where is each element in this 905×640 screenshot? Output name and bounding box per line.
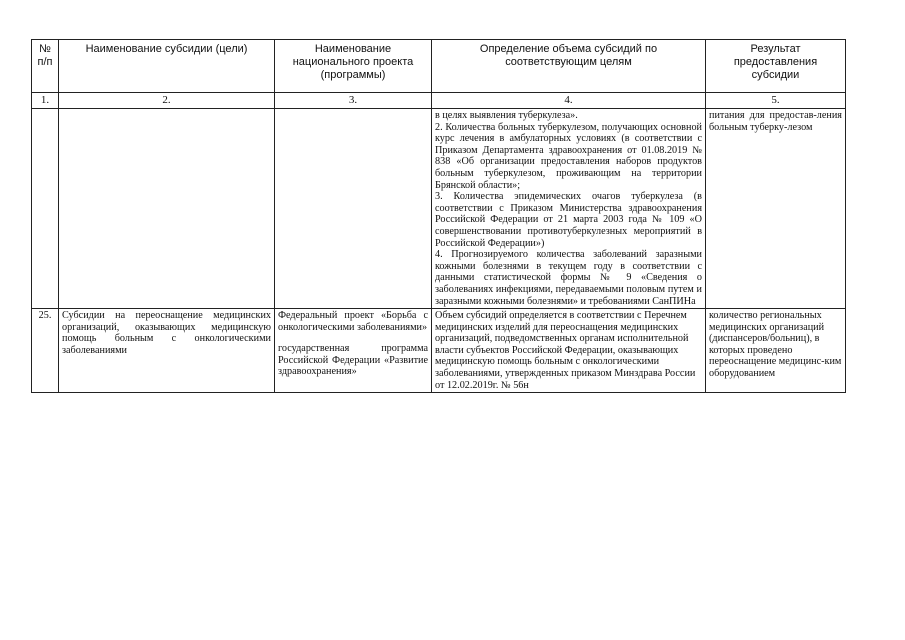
cell-volume-definition: Объем субсидий определяется в соответствии с Перечнем медицинских изделий для переоснащения медицинских организаций, подведомственных органам исполнительной власти субъектов Российской Федерации, оказывающих медицинскую помощь больным с онкологическими заболеваниями, утвержденных приказом Минздрава России от 12.02.2019г. № 56н: [432, 309, 706, 393]
header-national-project: Наименование национального проекта (программы): [275, 40, 432, 93]
definition-paragraph: в целях выявления туберкулеза».: [435, 110, 578, 121]
table-row-25: [32, 309, 846, 393]
header-number: № п/п: [32, 40, 59, 93]
header-volume-definition: Определение объема субсидий по соответствующим целям: [432, 40, 706, 93]
cell-volume-definition: [432, 109, 706, 309]
column-number: 2.: [59, 93, 275, 109]
cell-number: 25.: [32, 309, 59, 393]
cell-subsidy-name: [59, 109, 275, 309]
column-number: 5.: [706, 93, 846, 109]
paragraph-gap: [278, 333, 428, 343]
cell-national-project: [275, 109, 432, 309]
subsidies-table: [31, 39, 846, 393]
project-state-program: государственная программа Российской Федерации «Развитие здравоохранения»: [278, 343, 428, 378]
table-header-row: [32, 40, 846, 93]
header-subsidy-name: Наименование субсидии (цели): [59, 40, 275, 93]
project-federal: Федеральный проект «Борьба с онкологическими заболеваниями»: [278, 310, 428, 333]
cell-subsidy-name: Субсидии на переоснащение медицинских организаций, оказывающих медицинскую помощь больным с онкологическими заболеваниями: [59, 309, 275, 393]
definition-paragraph: 3. Количества эпидемических очагов туберкулеза (в соответствии с Приказом Министерства здравоохранения Российской Федерации от 21 марта 2003 года № 109 «О совершенствовании противотуберкулезных мероприятий в Российской Федерации»): [435, 191, 702, 249]
cell-result: количество региональных медицинских организаций (диспансеров/больниц), в которых проведено переоснащение медицинс-ким оборудованием: [706, 309, 846, 393]
definition-paragraph: 2. Количества больных туберкулезом, получающих основной курс лечения в амбулаторных условиях (в соответствии с Приказом Департамента здравоохранения от 01.08.2019 № 838 «Об организации предоставления наборов продуктов больным туберкулезом, проживающим на территории Брянской области»;: [435, 121, 702, 191]
column-number: 3.: [275, 93, 432, 109]
column-number: 1.: [32, 93, 59, 109]
cell-national-project: [275, 309, 432, 393]
column-number-row: [32, 93, 846, 109]
definition-paragraph: 4. Прогнозируемого количества заболеваний заразными кожными болезнями в текущем году в соответствии с данными статистической формы № 9 «Сведения о заболеваниях инфекциями, передаваемыми половым путем и заразными кожными болезнями» и требованиями СанПИНа: [435, 249, 702, 307]
cell-number: [32, 109, 59, 309]
table-row-continued: [32, 109, 846, 309]
column-number: 4.: [432, 93, 706, 109]
header-result: Результат предоставления субсидии: [706, 40, 846, 93]
cell-result: питания для предостав-ления больным туберку-лезом: [706, 109, 846, 309]
